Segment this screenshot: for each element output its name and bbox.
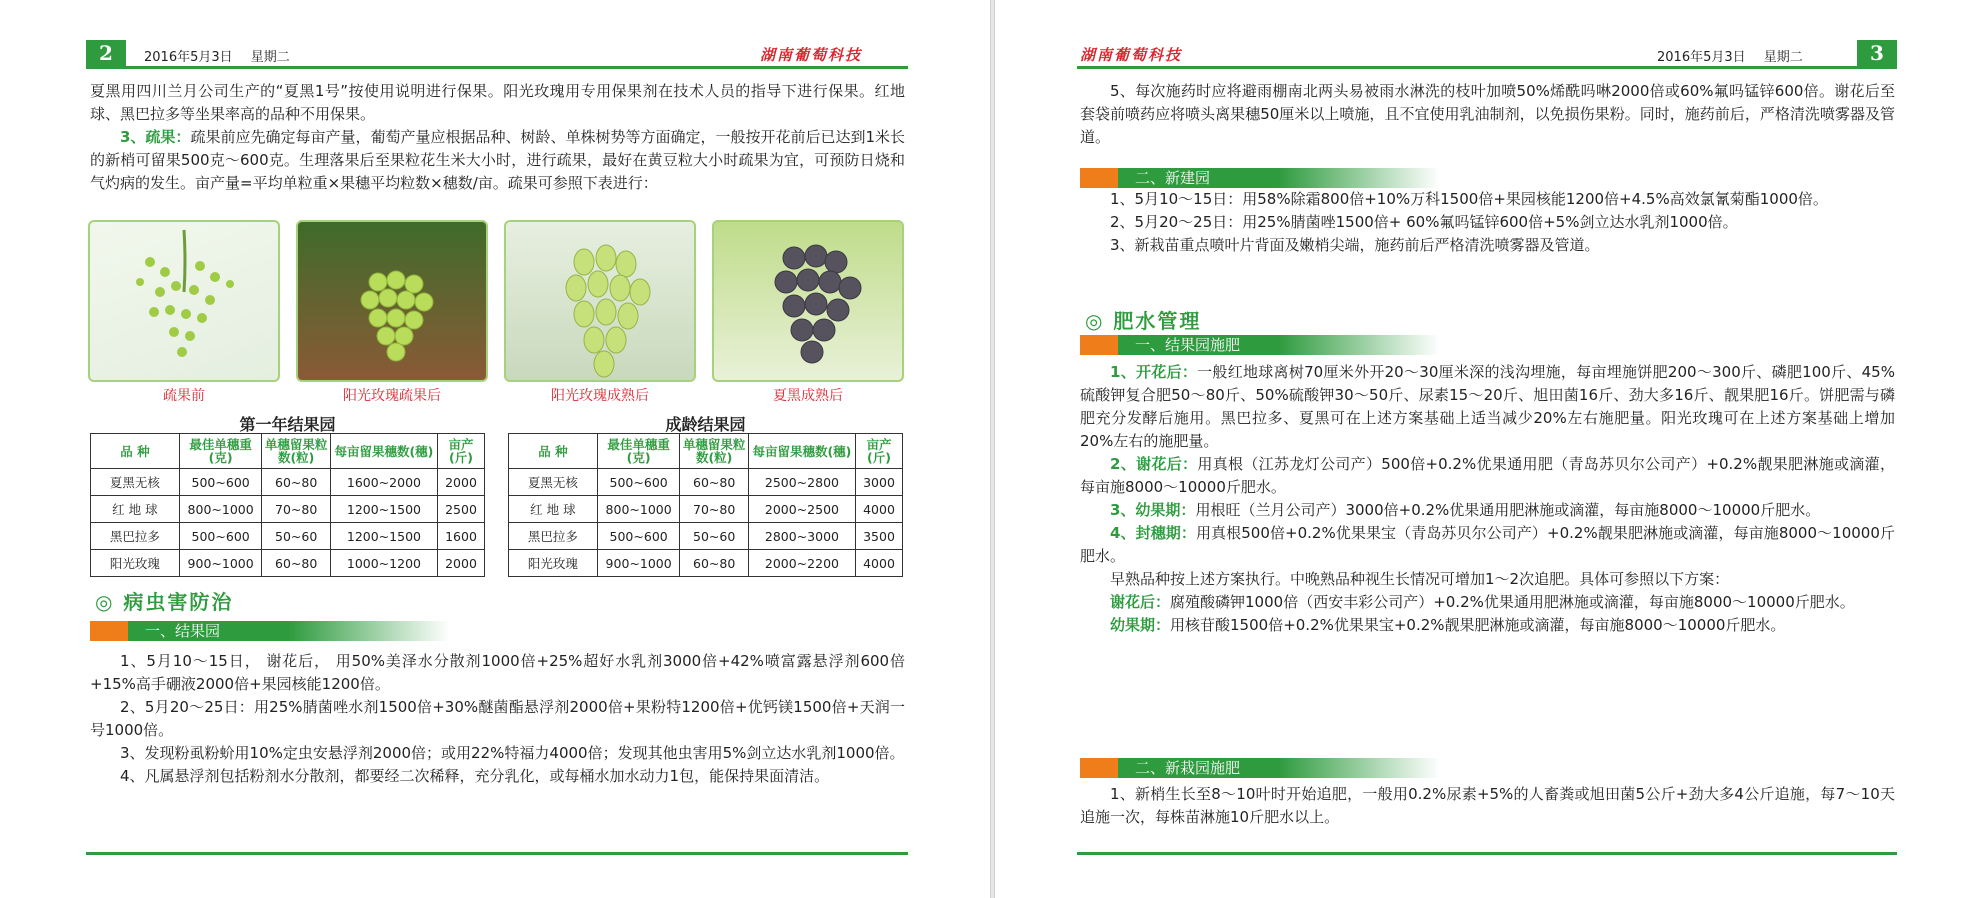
table-cell: 2500 — [438, 496, 485, 523]
new-orchard-paragraph: 2、5月20～25日：用25%腈菌唑1500倍+ 60%氟吗锰锌600倍+5%剑立达水乳剂1000倍。 — [1110, 213, 1738, 231]
header-rule — [1077, 66, 1897, 69]
thinning-text: 疏果前应先确定每亩产量，葡萄产量应根据品种、树龄、单株树势等方面确定，一般按开花前后已达到1米长的新梢可留果500克～600克。生理落果后至果粒花生米大小时，进行疏果，最好在黄豆粒大小时疏果为宜，可预防日烧和气灼病的发生。亩产量=平均单粒重×果穗平均粒数×穗数/亩。疏果可参照下表进行： — [90, 128, 905, 192]
col-header: 最佳单穗重(克) — [179, 434, 262, 469]
table-cell: 2800~3000 — [748, 523, 855, 550]
new-fertilizer-block — [1080, 783, 1895, 829]
footer-rule — [1077, 852, 1897, 855]
table-cell: 夏黑无核 — [91, 469, 180, 496]
fert-label: 3、幼果期： — [1110, 501, 1196, 519]
col-header: 单穗留果粒数(粒) — [262, 434, 330, 469]
table-cell: 黑巴拉多 — [509, 523, 598, 550]
header-date — [1657, 46, 1803, 65]
fert-paragraph — [1080, 361, 1895, 453]
table-row — [509, 496, 903, 523]
table-cell: 2000~2200 — [748, 550, 855, 577]
table-cell: 1200~1500 — [330, 523, 437, 550]
subsection-bar — [1080, 758, 1440, 778]
right-top-block — [1080, 80, 1895, 149]
pest-paragraph: 4、凡属悬浮剂包括粉剂水分散剂，都要经二次稀释，充分乳化，或每桶水加水动力1包，能保持果面清洁。 — [120, 767, 830, 785]
col-header: 每亩留果穗数(穗) — [330, 434, 437, 469]
fert-label: 4、封穗期： — [1110, 524, 1196, 542]
fertilizer-paragraphs — [1080, 361, 1895, 637]
thinning-label: 3、疏果： — [120, 128, 191, 146]
late-text: 用核苷酸1500倍+0.2%优果果宝+0.2%靓果肥淋施或滴灌，每亩施8000～10000斤肥水。 — [1170, 616, 1786, 634]
footer-rule — [86, 852, 908, 855]
table-cell: 4000 — [856, 496, 903, 523]
table-first-year — [90, 433, 485, 577]
table-row — [91, 523, 485, 550]
right-page — [995, 0, 1985, 898]
table-cell: 1600~2000 — [330, 469, 437, 496]
table-cell: 1000~1200 — [330, 550, 437, 577]
photo-summer-black-ripe — [712, 220, 904, 382]
col-header: 亩产(斤) — [438, 434, 485, 469]
col-header: 品 种 — [91, 434, 180, 469]
table-cell: 900~1000 — [597, 550, 680, 577]
new-orchard-paragraph: 1、5月10～15日：用58%除霜800倍+10%万科1500倍+果园核能1200倍+4.5%高效氯氰菊酯1000倍。 — [1110, 190, 1828, 208]
grape-cluster-icon — [506, 222, 694, 380]
section-title-fertilizer: ◎ 肥水管理 — [1085, 309, 1202, 333]
table-cell: 500~600 — [597, 523, 680, 550]
table-cell: 60~80 — [680, 550, 748, 577]
grape-cluster-icon — [90, 222, 278, 380]
weekday-text: 星期二 — [250, 50, 290, 65]
late-paragraph — [1080, 614, 1895, 637]
fert-paragraph — [1080, 499, 1895, 522]
table2-title: 成龄结果园 — [665, 415, 746, 434]
table-cell: 3000 — [856, 469, 903, 496]
table-row — [91, 550, 485, 577]
pest-paragraph: 2、5月20～25日：用25%腈菌唑水剂1500倍+30%醚菌酯悬浮剂2000倍+果粉特1200倍+优钙镁1500倍+天润一号1000倍。 — [90, 698, 905, 739]
photo-caption: 阳光玫瑰成熟后 — [551, 388, 649, 404]
table-cell: 800~1000 — [597, 496, 680, 523]
new-orchard-paragraphs — [1080, 188, 1895, 257]
col-header: 最佳单穗重(克) — [597, 434, 680, 469]
table-cell: 60~80 — [262, 469, 330, 496]
orange-marker — [1080, 168, 1118, 188]
left-page — [0, 0, 990, 898]
date-text: 2016年5月3日 — [1657, 50, 1746, 65]
fert-text: 用真根500倍+0.2%优果果宝（青岛苏贝尔公司产）+0.2%靓果肥淋施或滴灌，每亩施8000～10000斤肥水。 — [1080, 524, 1895, 565]
fert-paragraph — [1080, 453, 1895, 499]
photo-caption: 阳光玫瑰疏果后 — [343, 388, 441, 404]
table-row — [509, 469, 903, 496]
table-cell: 500~600 — [179, 523, 262, 550]
table-cell: 1200~1500 — [330, 496, 437, 523]
subsection-bar — [1080, 335, 1440, 355]
fert-label: 2、谢花后： — [1110, 455, 1198, 473]
photo-shine-muscat-thinned — [296, 220, 488, 382]
photo-caption: 夏黑成熟后 — [773, 388, 843, 404]
col-header: 单穗留果粒数(粒) — [680, 434, 748, 469]
fert-paragraph — [1080, 522, 1895, 568]
subsection-title: 二、新栽园施肥 — [1135, 759, 1241, 777]
table-row — [91, 469, 485, 496]
table-cell: 4000 — [856, 550, 903, 577]
table-cell: 70~80 — [680, 496, 748, 523]
company-name: 湖南葡萄科技 — [760, 46, 863, 64]
thinning-paragraph — [90, 126, 905, 195]
photo-before-thinning — [88, 220, 280, 382]
table-row — [509, 550, 903, 577]
subsection-bar — [90, 621, 450, 641]
table-cell: 2000 — [438, 550, 485, 577]
fert-label: 1、开花后： — [1110, 363, 1198, 381]
grape-cluster-icon — [714, 222, 902, 380]
date-text: 2016年5月3日 — [144, 50, 233, 65]
table-cell: 红 地 球 — [509, 496, 598, 523]
subsection-title: 一、结果园 — [145, 622, 221, 640]
fert-text: 用根旺（兰月公司产）3000倍+0.2%优果通用肥淋施或滴灌，每亩施8000～10000斤肥水。 — [1195, 501, 1821, 519]
table-cell: 60~80 — [262, 550, 330, 577]
late-label: 谢花后： — [1110, 593, 1171, 611]
col-header: 品 种 — [509, 434, 598, 469]
late-label: 幼果期： — [1110, 616, 1171, 634]
photo-caption: 疏果前 — [163, 388, 205, 404]
pest-paragraph: 3、发现粉虱粉蚧用10%定虫安悬浮剂2000倍；或用22%特福力4000倍；发现其他虫害用5%剑立达水乳剂1000倍。 — [120, 744, 905, 762]
grape-cluster-icon — [298, 222, 486, 380]
late-text: 腐殖酸磷钾1000倍（西安丰彩公司产）+0.2%优果通用肥淋施或滴灌，每亩施8000～10000斤肥水。 — [1170, 593, 1855, 611]
table-cell: 1600 — [438, 523, 485, 550]
section-title-pest-control: ◎ 病虫害防治 — [95, 590, 234, 614]
table-cell: 60~80 — [680, 469, 748, 496]
pest-paragraph: 1、5月10～15日， 谢花后， 用50%美泽水分散剂1000倍+25%超好水乳剂3000倍+42%喷富露悬浮剂600倍+15%高手硼液2000倍+果园核能1200倍。 — [90, 652, 905, 693]
page-number: 3 — [1857, 40, 1897, 66]
header-date — [144, 46, 290, 65]
weekday-text: 星期二 — [1763, 50, 1803, 65]
table-cell: 夏黑无核 — [509, 469, 598, 496]
col-header: 亩产(斤) — [856, 434, 903, 469]
table-cell: 500~600 — [597, 469, 680, 496]
intro-block — [90, 80, 905, 195]
late-paragraph — [1080, 591, 1895, 614]
table-cell: 阳光玫瑰 — [509, 550, 598, 577]
table-cell: 2000 — [438, 469, 485, 496]
header-rule — [86, 66, 908, 69]
fert-text: 用真根（江苏龙灯公司产）500倍+0.2%优果通用肥（青岛苏贝尔公司产）+0.2%靓果肥淋施或滴灌，每亩施8000～10000斤肥水。 — [1080, 455, 1895, 496]
intro-paragraph: 夏黑用四川兰月公司生产的“夏黑1号”按使用说明进行保果。阳光玫瑰用专用保果剂在技术人员的指导下进行保果。红地球、黑巴拉多等坐果率高的品种不用保果。 — [90, 82, 905, 123]
pest-paragraphs — [90, 650, 905, 788]
table-row — [509, 523, 903, 550]
orange-marker — [90, 621, 128, 641]
table-cell: 50~60 — [680, 523, 748, 550]
table-cell: 50~60 — [262, 523, 330, 550]
company-name: 湖南葡萄科技 — [1080, 46, 1183, 64]
early-note: 早熟品种按上述方案执行。中晚熟品种视生长情况可增加1～2次追肥。具体可参照以下方案： — [1110, 570, 1730, 588]
table-cell: 黑巴拉多 — [91, 523, 180, 550]
fert-text: 一般红地球离树70厘米外开20～30厘米深的浅沟埋施，每亩埋施饼肥200～300斤、磷肥100斤、45%硫酸钾复合肥50～80斤、50%硫酸钾30～50斤、尿素15～20斤、旭田菌16斤、劲大多16斤、靓果肥16斤。饼肥需与磷肥充分发酵后施用。黑巴拉多、夏黑可在上述方案基础上适当减少20%左右施肥量。阳光玫瑰可在上述方案基础上增加20%左右的施肥量。 — [1080, 363, 1895, 450]
table-mature — [508, 433, 903, 577]
table-row — [91, 496, 485, 523]
orange-marker — [1080, 335, 1118, 355]
table-cell: 2500~2800 — [748, 469, 855, 496]
table-cell: 3500 — [856, 523, 903, 550]
subsection-title: 二、新建园 — [1135, 169, 1211, 187]
table-cell: 70~80 — [262, 496, 330, 523]
new-fert-paragraph: 1、新梢生长至8～10叶时开始追肥，一般用0.2%尿素+5%的人畜粪或旭田菌5公斤+劲大多4公斤追施，每7～10天追施一次，每株苗淋施10斤肥水以上。 — [1080, 785, 1895, 826]
table-cell: 800~1000 — [179, 496, 262, 523]
page-number: 2 — [86, 40, 126, 66]
photo-shine-muscat-ripe — [504, 220, 696, 382]
subsection-bar — [1080, 168, 1440, 188]
table-cell: 阳光玫瑰 — [91, 550, 180, 577]
subsection-title: 一、结果园施肥 — [1135, 336, 1241, 354]
new-orchard-paragraph: 3、新栽苗重点喷叶片背面及嫩梢尖端，施药前后严格清洗喷雾器及管道。 — [1110, 236, 1600, 254]
table-cell: 红 地 球 — [91, 496, 180, 523]
col-header: 每亩留果穗数(穗) — [748, 434, 855, 469]
table-cell: 900~1000 — [179, 550, 262, 577]
table-cell: 500~600 — [179, 469, 262, 496]
table-cell: 2000~2500 — [748, 496, 855, 523]
orange-marker — [1080, 758, 1118, 778]
table1-title: 第一年结果园 — [239, 415, 336, 434]
pest-paragraph: 5、每次施药时应将避雨棚南北两头易被雨水淋洗的枝叶加喷50%烯酰吗啉2000倍或60%氟吗锰锌600倍。谢花后至套袋前喷药应将喷头离果穗50厘米以上喷施，且不宜使用乳油制剂，以免损伤果粉。同时，施药前后，严格清洗喷雾器及管道。 — [1080, 82, 1895, 146]
